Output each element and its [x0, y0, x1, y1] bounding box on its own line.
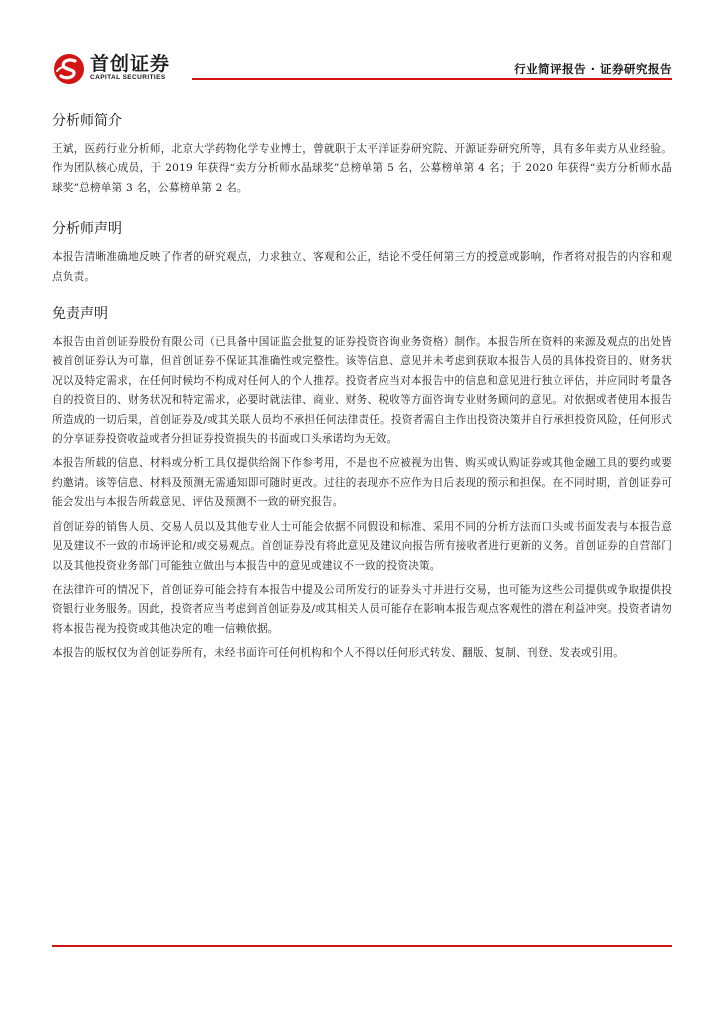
disclaimer-paragraph: 本报告由首创证券股份有限公司（已具备中国证监会批复的证券投资咨询业务资格）制作。本报告所在资料的来源及观点的出处皆被首创证券认为可靠，但首创证券不保证其准确性或完整性。该等信息、意见并未考虑到获取本报告人员的具体投资目的、财务状况以及特定需求，在任何时候均不构成对任何人的个人推荐。投资者应当对本报告中的信息和意见进行独立评估，并应同时考量各自的投资目的、财务状况和特定需求，必要时就法律、商业、财务、税收等方面咨询专业财务顾问的意见。对依据或者使用本报告所造成的一切后果，首创证券及/或其关联人员均不承担任何法律责任。投资者需自主作出投资决策并自行承担投资风险，任何形式的分享证券投资收益或者分担证券投资损失的书面或口头承诺均为无效。	[52, 336, 672, 446]
analyst-statement-paragraph: 本报告清晰准确地反映了作者的研究观点，力求独立、客观和公正，结论不受任何第三方的授意或影响，作者将对报告的内容和观点负责。	[52, 251, 672, 283]
company-logo	[52, 52, 170, 86]
disclaimer-section	[52, 305, 672, 664]
disclaimer-paragraph: 本报告所载的信息、材料或分析工具仅提供给阁下作参考用，不是也不应被视为出售、购买或认购证券或其他金融工具的要约或要约邀请。该等信息、材料及预测无需通知即可随时更改。过往的表现亦不应作为日后表现的预示和担保。在不同时期，首创证券可能会发出与本报告所载意见、评估及预测不一致的研究报告。	[52, 457, 672, 509]
logo-english-name: CAPITAL SECURITIES	[90, 74, 166, 81]
disclaimer-paragraph: 首创证券的销售人员、交易人员以及其他专业人士可能会依据不同假设和标准、采用不同的分析方法而口头或书面发表与本报告意见及建议不一致的市场评论和/或交易观点。首创证券没有将此意见及建议向报告所有接收者进行更新的义务。首创证券的自营部门以及其他投资业务部门可能独立做出与本报告中的意见或建议不一致的投资决策。	[52, 520, 672, 572]
analyst-intro-section	[52, 112, 672, 198]
header-divider	[242, 78, 672, 80]
analyst-intro-title: 分析师简介	[52, 113, 122, 129]
page-header	[52, 52, 672, 84]
disclaimer-paragraph: 本报告的版权仅为首创证券所有，未经书面许可任何机构和个人不得以任何形式转发、翻版、复制、刊登、发表或引用。	[52, 647, 625, 660]
logo-chinese-name: 首创证券	[90, 53, 171, 75]
footer-divider	[52, 945, 672, 947]
report-type-label: 行业简评报告 · 证券研究报告	[514, 62, 672, 76]
header-divider-left	[192, 78, 242, 80]
page-content	[52, 112, 672, 664]
analyst-statement-title: 分析师声明	[52, 221, 122, 238]
analyst-intro-paragraph: 王斌，医药行业分析师，北京大学药物化学专业博士，曾就职于太平洋证券研究院、开源证券研究所等，具有多年卖方从业经验。作为团队核心成员，于 2019 年获得“卖方分析师水晶球奖”总榜单第 5 名，公募榜单第 4 名；于 2020 年获得“卖方分析师水晶球奖”总榜单第 3 名，公募榜单第 2 名。	[52, 143, 672, 194]
analyst-statement-section	[52, 220, 672, 287]
disclaimer-paragraph: 在法律许可的情况下，首创证券可能会持有本报告中提及公司所发行的证券头寸并进行交易，也可能为这些公司提供或争取提供投资银行业务服务。因此，投资者应当考虑到首创证券及/或其相关人员可能存在影响本报告观点客观性的潜在利益冲突。投资者请勿将本报告视为投资或其他决定的唯一信赖依据。	[52, 583, 672, 635]
capital-securities-logo-icon	[52, 52, 86, 86]
disclaimer-title: 免责声明	[52, 306, 108, 323]
